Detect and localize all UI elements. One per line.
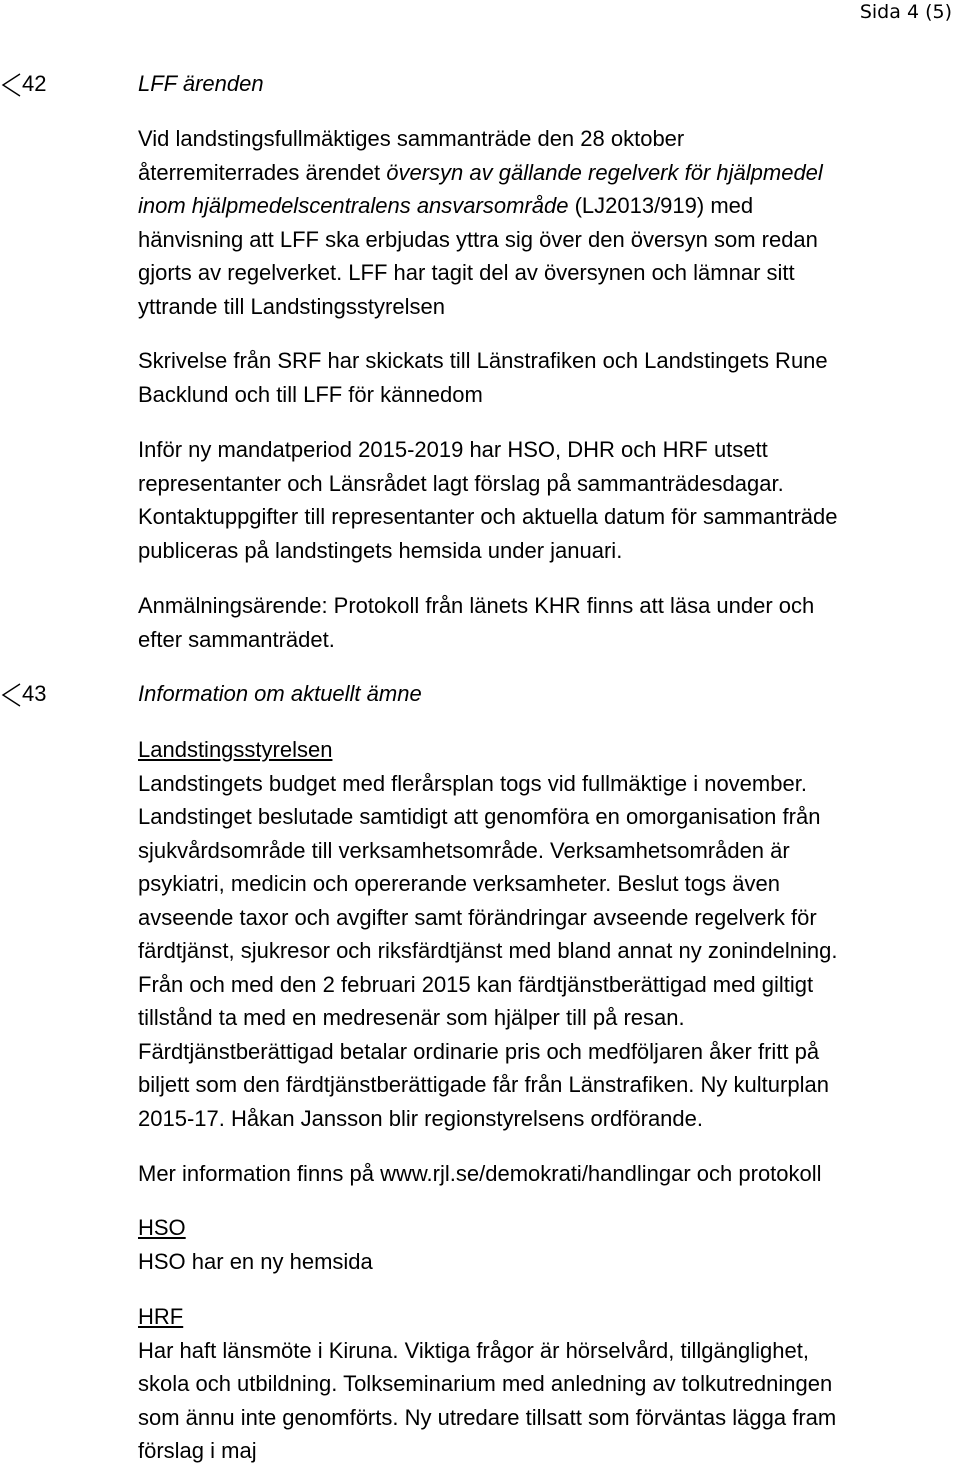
text-line — [138, 189, 948, 223]
text-line: hänvisning att LFF ska erbjudas yttra sig över den översyn som redan — [138, 226, 818, 252]
text-line: Vid landstingsfullmäktiges sammanträde den 28 oktober — [138, 126, 685, 151]
page-total-close: ) — [944, 1, 952, 23]
text-line: skola och utbildning. Tolkseminarium med anledning av tolkutredningen — [138, 1371, 833, 1396]
text-line: förslag i maj — [138, 1438, 257, 1463]
subheading-hso: HSO — [138, 1215, 186, 1240]
text-line: efter sammanträdet. — [138, 626, 335, 652]
section-43-more-info — [138, 1157, 948, 1191]
text-line: Inför ny mandatperiod 2015-2019 har HSO, DHR och HRF utsett — [138, 437, 768, 462]
subheading-landstingsstyrelsen: Landstingsstyrelsen — [138, 737, 333, 762]
text-line: Från och med den 2 februari 2015 kan färdtjänstberättigad med giltigt — [138, 971, 814, 997]
text-line: gjorts av regelverket. LFF har tagit del av översynen och lämnar sitt — [138, 260, 795, 285]
section-42-title: LFF ärenden — [138, 71, 264, 96]
section-42-paragraph-3 — [138, 433, 948, 567]
text-line: Backlund och till LFF för kännedom — [138, 381, 483, 407]
text-run-italic: inom hjälpmedelscentralens ansvarsområde — [138, 193, 569, 218]
section-42-paragraph-2 — [138, 344, 948, 411]
text-line: Kontaktuppgifter till representanter och aktuella datum för sammanträde — [138, 504, 838, 529]
page-total-open: ( — [919, 1, 933, 23]
section-43-title: Information om aktuellt ämne — [138, 681, 422, 706]
text-line: biljett som den färdtjänstberättigade får från Länstrafiken. Ny kulturplan — [138, 1072, 829, 1097]
section-42-paragraph-4 — [138, 589, 948, 656]
text-line: avseende taxor och avgifter samt förändringar avseende regelverk för — [138, 904, 817, 930]
text-line: Mer information finns på www.rjl.se/demokrati/handlingar och protokoll — [138, 1161, 822, 1186]
text-run-italic: översyn av gällande regelverk för hjälpmedel — [386, 159, 823, 185]
section-marker-icon — [0, 70, 22, 100]
text-line: representanter och Länsrådet lagt förslag på sammanträdesdagar. — [138, 470, 784, 496]
section-marker-icon — [0, 680, 22, 710]
page-total: 5 — [932, 1, 945, 23]
text-run: återremiterrades ärendet — [138, 159, 387, 185]
page-number — [860, 0, 952, 24]
text-line: som ännu inte genomförts. Ny utredare tillsatt som förväntas lägga fram — [138, 1404, 837, 1430]
page-label: Sida — [859, 1, 907, 23]
text-line: HSO har en ny hemsida — [138, 1248, 373, 1274]
text-line: 2015-17. Håkan Jansson blir regionstyrelsens ordförande. — [138, 1105, 703, 1131]
section-43-landstingsstyrelsen — [138, 733, 948, 1135]
section-42-paragraph-1 — [138, 122, 948, 323]
text-line: yttrande till Landstingsstyrelsen — [138, 293, 445, 319]
section-43-hrf — [138, 1300, 948, 1468]
text-line: sjukvårdsområde till verksamhetsområde. Verksamhetsområden är — [138, 837, 790, 863]
text-line: Färdtjänstberättigad betalar ordinarie pris och medföljaren åker fritt på — [138, 1038, 820, 1064]
text-run: (LJ2013/919) med — [568, 193, 754, 218]
text-line: Landstinget beslutade samtidigt att genomföra en omorganisation från — [138, 804, 821, 829]
section-43-hso — [138, 1211, 948, 1278]
text-line: Skrivelse från SRF har skickats till Länstrafiken och Landstingets Rune — [138, 348, 828, 373]
text-line: Har haft länsmöte i Kiruna. Viktiga frågor är hörselvård, tillgänglighet, — [138, 1337, 809, 1363]
section-43-number: 43 — [22, 681, 47, 706]
text-line: psykiatri, medicin och opererande verksamheter. Beslut togs även — [138, 871, 780, 896]
text-line: Anmälningsärende: Protokoll från länets KHR finns att läsa under och — [138, 593, 815, 618]
page-current: 4 — [906, 1, 920, 23]
text-line — [138, 156, 948, 190]
subheading-hrf: HRF — [138, 1304, 184, 1329]
text-line: Landstingets budget med flerårsplan togs vid fullmäktige i november. — [138, 770, 807, 796]
section-42-number: 42 — [22, 71, 47, 96]
text-line: tillstånd ta med en medresenär som hjälper till på resan. — [138, 1005, 685, 1030]
text-line: färdtjänst, sjukresor och riksfärdtjänst med bland annat ny zonindelning. — [138, 938, 838, 963]
text-line: publiceras på landstingets hemsida under januari. — [138, 537, 623, 563]
